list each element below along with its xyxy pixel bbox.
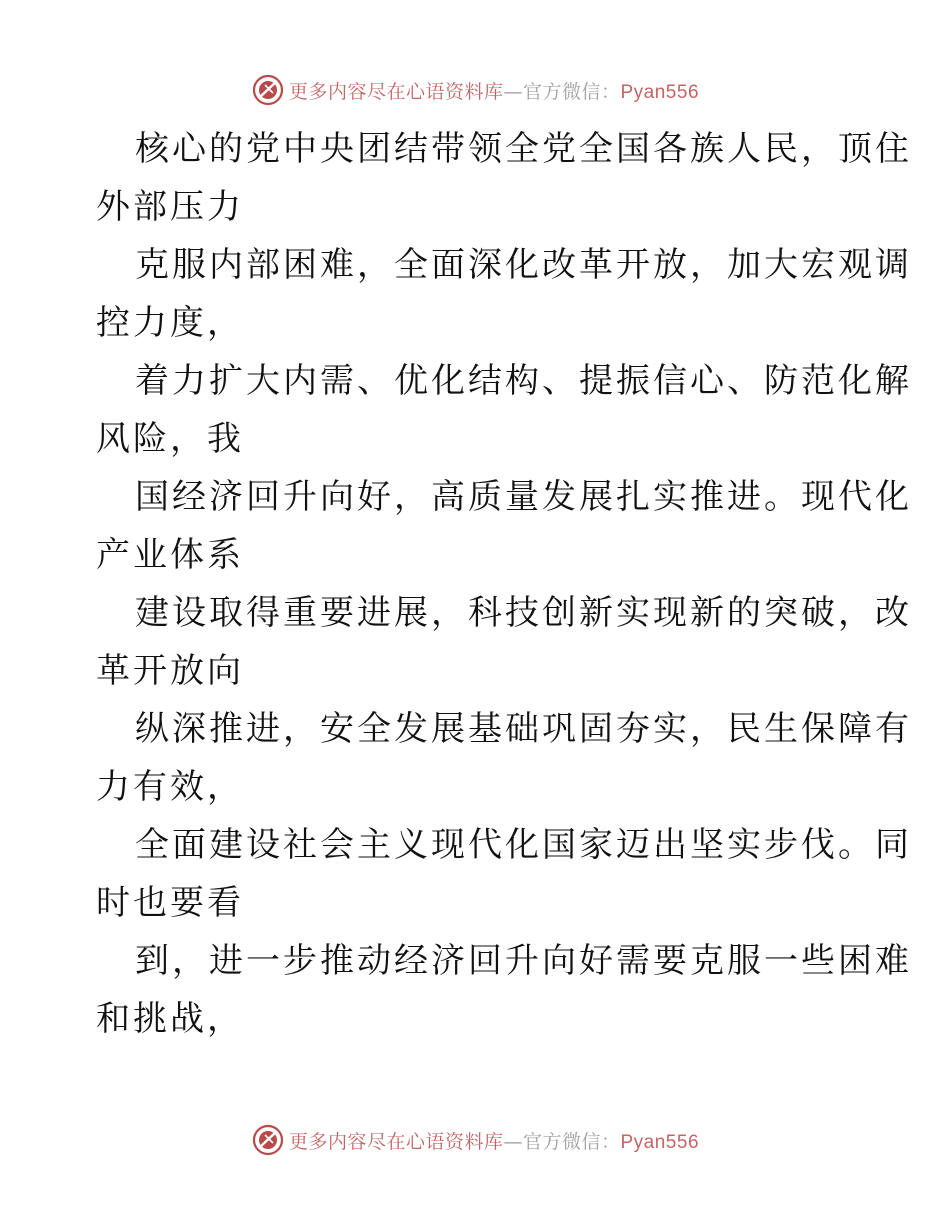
- watermark-separator: —: [503, 1130, 523, 1153]
- paragraph-line: 时也要看: [96, 883, 244, 923]
- paragraph-line: 力有效，: [96, 767, 244, 807]
- watermark-wechat-label: 官方微信：: [522, 1130, 621, 1153]
- watermark-separator: —: [503, 80, 523, 103]
- watermark-wechat-label: 官方微信：: [522, 80, 621, 103]
- paragraph: [96, 236, 912, 352]
- header-watermark: [0, 70, 950, 110]
- paragraph-line: 全面建设社会主义现代化国家迈出坚实步伐。同: [135, 825, 912, 865]
- paragraph: [96, 700, 912, 816]
- paragraph-line: 产业体系: [96, 535, 244, 575]
- watermark-text: [289, 1127, 699, 1154]
- paragraph-line: 核心的党中央团结带领全党全国各族人民，顶住: [135, 129, 912, 169]
- watermark-text: [289, 77, 699, 104]
- paragraph: [96, 120, 912, 236]
- paragraph-line: 风险，我: [96, 419, 244, 459]
- paragraph-line: 外部压力: [96, 187, 244, 227]
- paragraph-line: 建设取得重要进展，科技创新实现新的突破，改: [135, 593, 912, 633]
- paragraph-line: 克服内部困难，全面深化改革开放，加大宏观调: [135, 245, 912, 285]
- watermark-prefix: 更多内容尽在心语资料库: [288, 1130, 504, 1153]
- paragraph-line: 控力度，: [96, 303, 244, 343]
- paragraph: [96, 816, 912, 932]
- footer-watermark: [0, 1120, 950, 1160]
- paragraph-line: 到，进一步推动经济回升向好需要克服一些困难: [135, 941, 912, 981]
- paragraph-line: 和挑战，: [96, 999, 244, 1039]
- seal-logo-icon: [251, 1123, 285, 1157]
- paragraph: [96, 352, 912, 468]
- paragraph: [96, 584, 912, 700]
- paragraph-line: 革开放向: [96, 651, 244, 691]
- paragraph-line: 着力扩大内需、优化结构、提振信心、防范化解: [135, 361, 912, 401]
- watermark-wechat-id: Pyan556: [620, 81, 700, 103]
- paragraph-line: 纵深推进，安全发展基础巩固夯实，民生保障有: [135, 709, 912, 749]
- watermark-prefix: 更多内容尽在心语资料库: [288, 80, 504, 103]
- watermark-wechat-id: Pyan556: [620, 1131, 700, 1153]
- seal-logo-icon: [251, 73, 285, 107]
- paragraph-line: 国经济回升向好，高质量发展扎实推进。现代化: [135, 477, 912, 517]
- document-body: [96, 120, 912, 1048]
- paragraph: [96, 932, 912, 1048]
- paragraph: [96, 468, 912, 584]
